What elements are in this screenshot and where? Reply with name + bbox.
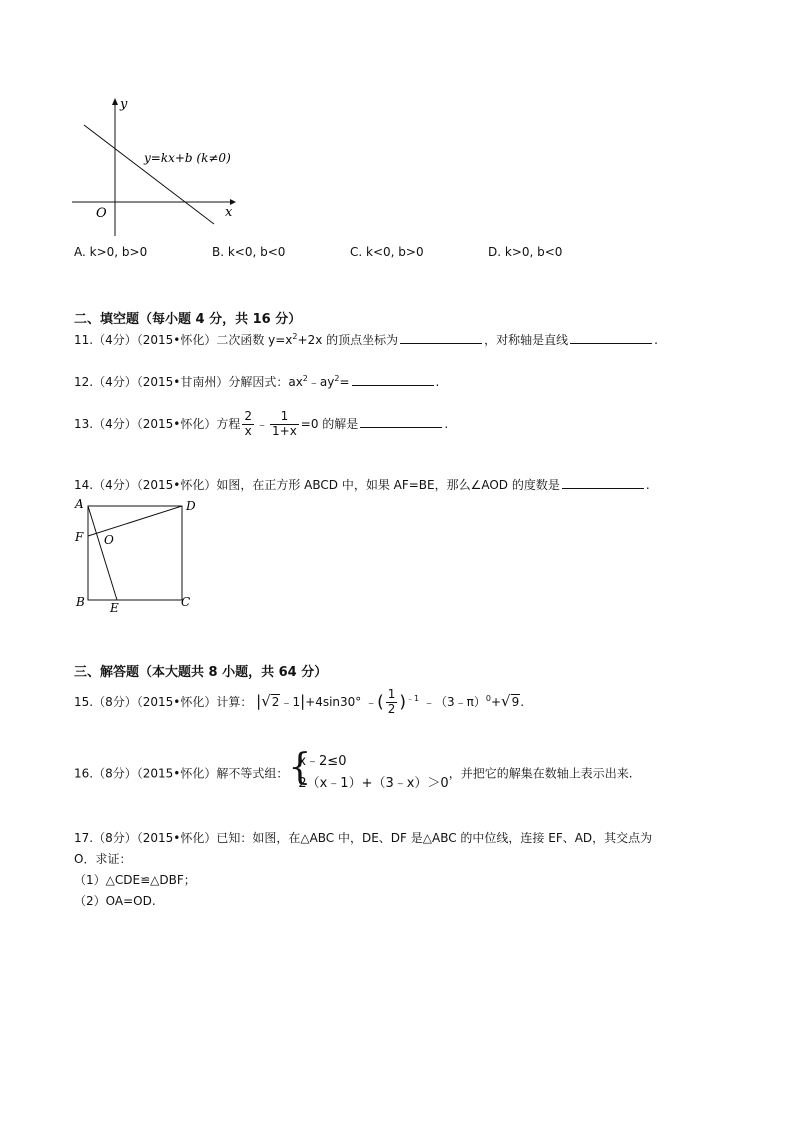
q15-frac-denominator: 2: [387, 701, 396, 716]
y-axis-label: y: [120, 97, 128, 112]
q10-option-d: D. k>0, b<0: [488, 245, 563, 259]
question-15: 15.（8分）（2015•怀化）计算： |√2﹣1|+4sin30° ﹣( $\frac{1}{2}$ )$^{﹣1}$ ﹣（3﹣π）$^0$+√9.: [74, 687, 525, 716]
q15-exp-neg1: ﹣1: [406, 693, 420, 703]
q10-option-a: A. k>0, b>0: [74, 245, 148, 259]
q15-end: .: [520, 694, 525, 709]
label-b: B: [76, 595, 85, 609]
q11-mid1: +2x 的顶点坐标为: [297, 333, 399, 347]
q15-sqrt-2: √2: [261, 691, 280, 710]
origin-label: O: [96, 206, 107, 221]
q13-minus: ﹣: [255, 416, 268, 431]
segment-a-to-e: [88, 506, 117, 600]
linear-function-graph: [60, 92, 250, 242]
label-d: D: [186, 499, 196, 513]
q13-f1-numerator: 2: [244, 409, 252, 423]
section-2-title: 二、填空题（每小题 4 分，共 16 分）: [74, 312, 302, 327]
q15-sqrt2-radicand: 2: [271, 694, 280, 709]
label-o: O: [104, 533, 114, 547]
question-16: [74, 747, 633, 795]
q12-sup2: 2: [334, 374, 340, 383]
q15-prefix: 15.（8分）（2015•怀化）计算：: [74, 694, 253, 709]
q14-blank[interactable]: [562, 475, 644, 489]
q15-minus-paren: ﹣: [365, 694, 378, 709]
q16-inequality-system: { x﹣2≤0 2（x﹣1）+（3﹣x）＞0: [288, 751, 448, 795]
label-f: F: [75, 530, 84, 544]
label-e: E: [110, 601, 119, 615]
q15-abs-close: |: [300, 691, 306, 710]
q13-prefix: 13.（4分）（2015•怀化）方程: [74, 416, 241, 431]
question-11: [74, 330, 658, 348]
q13-blank[interactable]: [360, 414, 442, 428]
q11-end: .: [654, 333, 658, 347]
segment-af-to-d: [88, 506, 182, 536]
q14-end: .: [645, 478, 650, 492]
question-17-line-4: （2）OA=OD.: [74, 894, 156, 908]
q10-option-b: B. k<0, b<0: [212, 245, 286, 259]
q13-fraction-2: [270, 410, 299, 439]
q12-prefix: 12.（4分）（2015•甘南州）分解因式：ax: [74, 375, 303, 389]
q15-fraction: [386, 688, 398, 717]
q11-mid2: ，对称轴是直线: [484, 333, 569, 347]
question-17-line-3: （1）△CDE≌△DBF；: [74, 873, 196, 887]
x-axis-label: x: [225, 205, 233, 220]
q11-blank-axis[interactable]: [570, 330, 652, 344]
y-axis-arrow: [112, 98, 118, 105]
q15-frac-numerator: 1: [387, 687, 396, 701]
q15-pi-part: ﹣（3﹣π）: [422, 694, 486, 709]
q12-mid: ﹣ay: [307, 375, 335, 389]
q14-text: 14.（4分）（2015•怀化）如图，在正方形 ABCD 中，如果 AF=BE，那么∠AOD 的度数是: [74, 478, 560, 492]
section-3-title: 三、解答题（本大题共 8 小题，共 64 分）: [74, 665, 328, 680]
q10-option-c: C. k<0, b>0: [350, 245, 424, 259]
q11-blank-vertex[interactable]: [400, 330, 482, 344]
q12-mid2: =: [339, 375, 350, 389]
q12-blank[interactable]: [352, 372, 434, 386]
q15-minus1: ﹣1: [280, 694, 301, 709]
q11-sup: 2: [292, 332, 298, 341]
q15-abs-open: |: [256, 691, 262, 710]
q13-f2-denominator: 1+x: [272, 423, 297, 438]
question-12: [74, 372, 439, 390]
question-17-line-1: 17.（8分）（2015•怀化）已知：如图，在△ABC 中，DE、DF 是△ABC 的中位线，连接 EF、AD，其交点为: [74, 831, 653, 845]
q13-f2-numerator: 1: [270, 410, 299, 425]
q15-exp-0: 0: [485, 693, 491, 703]
question-13: [74, 410, 448, 439]
q15-plus: +: [490, 694, 502, 709]
q13-end: .: [444, 416, 449, 431]
q16-row-2: 2（x﹣1）+（3﹣x）＞0: [298, 776, 449, 791]
equation-label: y=kx+b (k≠0): [144, 151, 231, 165]
q13-fraction-1: [242, 410, 254, 439]
question-17-line-2: O．求证：: [74, 852, 132, 866]
q16-prefix: 16.（8分）（2015•怀化）解不等式组：: [74, 766, 289, 781]
q12-sup1: 2: [302, 374, 308, 383]
q16-row-1: x﹣2≤0: [298, 754, 347, 769]
q12-end: .: [435, 375, 440, 389]
q13-f1-denominator: x: [244, 423, 252, 438]
question-14: [74, 475, 650, 493]
q11-prefix: 11.（4分）（2015•怀化）二次函数 y=x: [74, 333, 293, 347]
q16-suffix: ，并把它的解集在数轴上表示出来.: [448, 766, 633, 781]
square-diagram: [70, 496, 200, 618]
label-a: A: [75, 497, 84, 511]
label-c: C: [181, 595, 191, 609]
q15-sin: +4sin30°: [305, 694, 362, 709]
q15-sqrt9-radicand: 9: [511, 694, 520, 709]
q15-sqrt-9: √9: [501, 691, 520, 710]
q13-mid: =0 的解是: [300, 416, 359, 431]
